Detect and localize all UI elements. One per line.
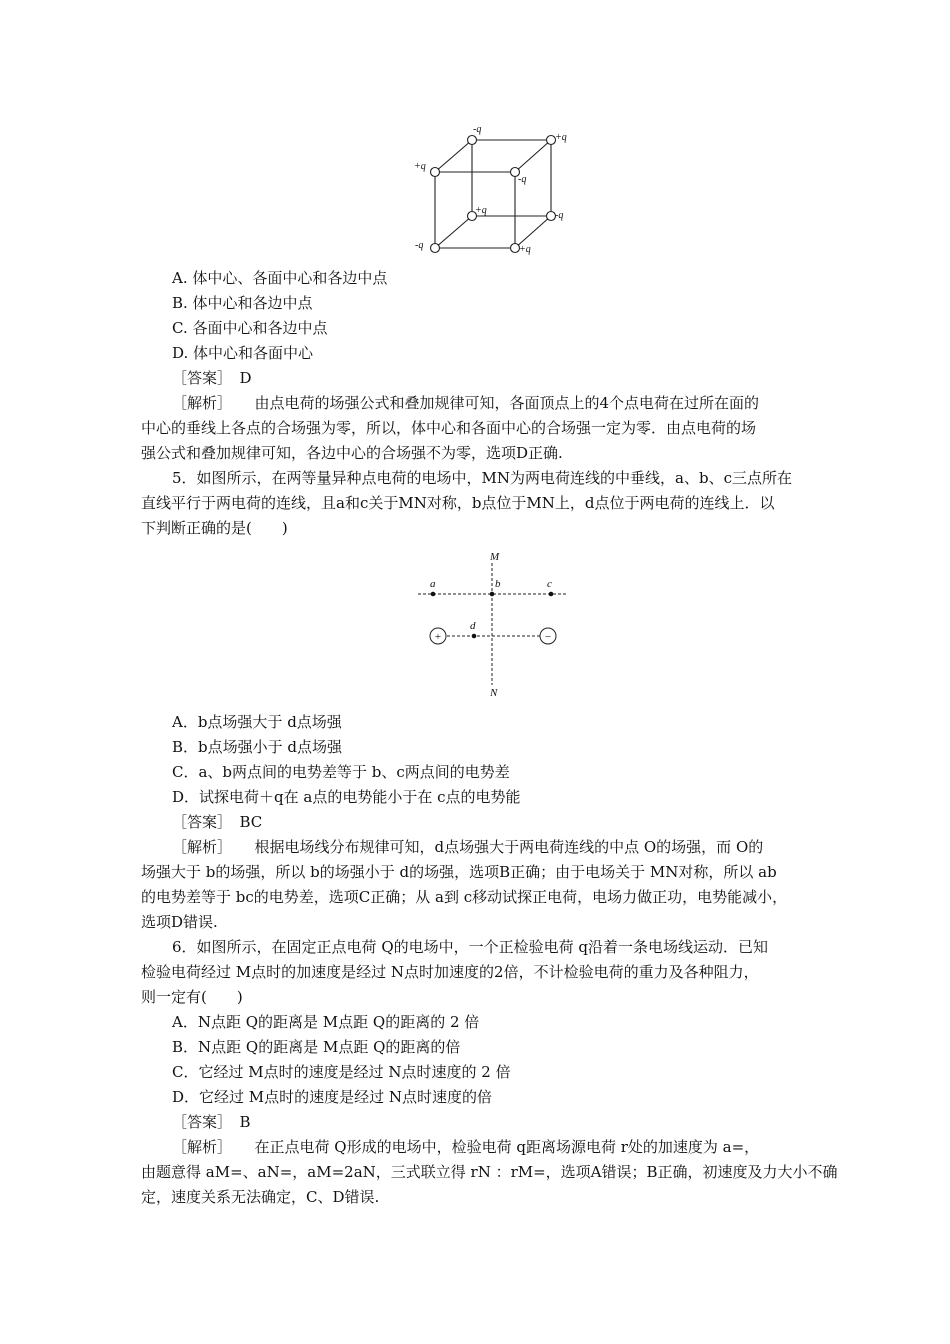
q5-analysis-line: 场强大于 b的场强，所以 b的场强小于 d的场强，选项B正确；由于电场关于 MN对称，所以 ab xyxy=(141,863,777,881)
cube-label: -q xyxy=(555,210,564,221)
q6-option-d: D．它经过 M点时的速度是经过 N点时速度的倍 xyxy=(172,1088,493,1106)
q6-answer: ［答案］ B xyxy=(172,1113,251,1131)
q5-option-b: B．b点场强小于 d点场强 xyxy=(172,738,342,756)
q5-analysis-line: ［解析］ 根据电场线分布规律可知，d点场强大于两电荷连线的中点 O的场强，而 O的 xyxy=(172,838,764,856)
cube-label: +q xyxy=(555,132,567,143)
q5-analysis-line: 的电势差等于 bc的电势差，选项C正确；从 a到 c移动试探正电荷，电场力做正功，电势能减小， xyxy=(141,888,788,906)
q4-analysis-line: 中心的垂线上各点的合场强为零，所以，体中心和各面中心的合场强一定为零．由点电荷的场 xyxy=(141,419,757,437)
q4-option-a: A. 体中心、各面中心和各边中点 xyxy=(172,269,388,287)
point-c xyxy=(549,592,554,597)
label-a: a xyxy=(430,578,436,590)
label-b: b xyxy=(495,578,501,590)
point-d xyxy=(472,634,477,639)
point-a xyxy=(431,592,436,597)
q4-option-d: D. 体中心和各面中心 xyxy=(172,344,314,362)
q5-stem-line: 直线平行于两电荷的连线，且a和c关于MN对称，b点位于MN上，d点位于两电荷的连线上．以 xyxy=(141,494,775,512)
q4-analysis-line: ［解析］ 由点电荷的场强公式和叠加规律可知，各面顶点上的4个点电荷在过所在面的 xyxy=(172,394,760,412)
q4-answer: ［答案］ D xyxy=(172,369,252,387)
q6-stem-line: 则一定有( ) xyxy=(141,988,243,1006)
negative-sign: − xyxy=(544,631,552,643)
q6-analysis-line: ［解析］ 在正点电荷 Q形成的电场中，检验电荷 q距离场源电荷 r处的加速度为 a=， xyxy=(172,1138,760,1156)
point-b xyxy=(490,592,495,597)
q4-analysis-line: 强公式和叠加规律可知，各边中心的合场强不为零，选项D正确. xyxy=(141,444,563,462)
q6-option-c: C．它经过 M点时的速度是经过 N点时速度的 2 倍 xyxy=(172,1063,511,1081)
dipole-figure xyxy=(410,545,580,700)
cube-label: +q xyxy=(519,244,531,255)
q5-stem-line: 下判断正确的是( ) xyxy=(141,519,288,537)
label-M: M xyxy=(490,551,500,563)
q6-stem-line: 检验电荷经过 M点时的加速度是经过 N点时加速度的2倍，不计检验电荷的重力及各种阻力， xyxy=(141,963,759,981)
q5-option-a: A．b点场强大于 d点场强 xyxy=(172,713,342,731)
cube-label: -q xyxy=(415,240,424,251)
q6-analysis-line: 由题意得 aM=、aN=，aM=2aN，三式联立得 rN ：rM=，选项A错误；B正确，初速度及力大小不确 xyxy=(141,1163,838,1181)
q4-option-c: C. 各面中心和各边中点 xyxy=(172,319,328,337)
label-c: c xyxy=(547,578,552,590)
q5-analysis-line: 选项D错误. xyxy=(141,913,218,931)
q4-option-b: B. 体中心和各边中点 xyxy=(172,294,313,312)
q5-option-d: D．试探电荷＋q在 a点的电势能小于在 c点的电势能 xyxy=(172,788,521,806)
q6-stem-line: 6．如图所示，在固定正点电荷 Q的电场中，一个正检验电荷 q沿着一条电场线运动．已知 xyxy=(172,938,768,956)
q5-stem-line: 5．如图所示，在两等量异种点电荷的电场中，MN为两电荷连线的中垂线，a、b、c三点所在 xyxy=(172,469,792,487)
q5-answer: ［答案］ BC xyxy=(172,813,263,831)
cube-label: +q xyxy=(475,205,487,216)
q5-option-c: C．a、b两点间的电势差等于 b、c两点间的电势差 xyxy=(172,763,510,781)
q6-analysis-line: 定，速度关系无法确定，C、D错误. xyxy=(141,1188,380,1206)
label-N: N xyxy=(490,687,498,699)
cube-charge-back-top-left xyxy=(468,136,477,145)
cube-label: -q xyxy=(473,124,482,135)
q6-option-a: A．N点距 Q的距离是 M点距 Q的距离的 2 倍 xyxy=(172,1013,480,1031)
label-d: d xyxy=(470,620,476,632)
cube-charge-front-top-left xyxy=(431,168,440,177)
q6-option-b: B．N点距 Q的距离是 M点距 Q的距离的倍 xyxy=(172,1038,461,1056)
cube-figure xyxy=(405,120,585,260)
cube-label: +q xyxy=(414,161,426,172)
positive-sign: + xyxy=(434,631,442,643)
cube-charge-front-bottom-left xyxy=(431,244,440,253)
cube-label: -q xyxy=(518,174,527,185)
